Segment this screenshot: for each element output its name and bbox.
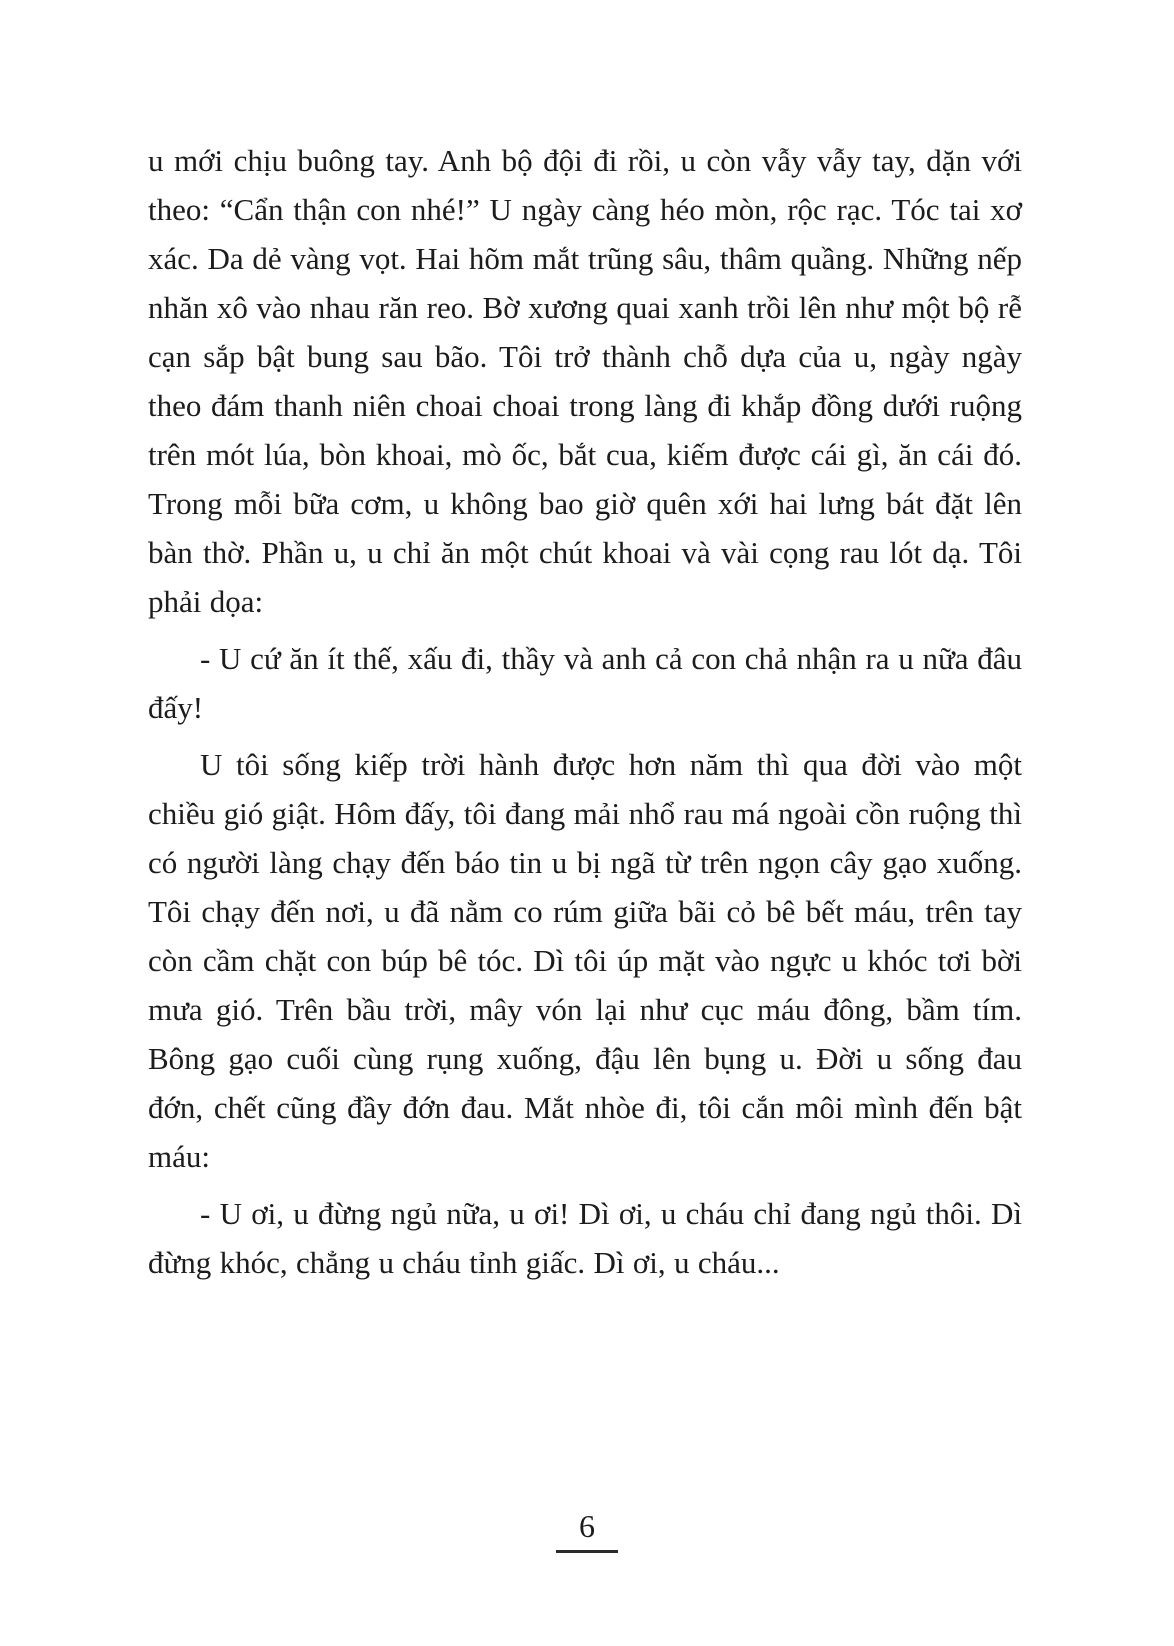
paragraph: - U cứ ăn ít thế, xấu đi, thầy và anh cả con chả nhận ra u nữa đâu đấy! <box>148 641 1022 725</box>
paragraph: - U ơi, u đừng ngủ nữa, u ơi! Dì ơi, u cháu chỉ đang ngủ thôi. Dì đừng khóc, chẳng u cháu tỉnh giấc. Dì ơi, u cháu... <box>148 1196 1022 1280</box>
page-text <box>148 136 1022 1287</box>
page-footer <box>0 1508 1174 1553</box>
paragraph: U tôi sống kiếp trời hành được hơn năm thì qua đời vào một chiều gió giật. Hôm đấy, tôi đang mải nhổ rau má ngoài cồn ruộng thì có người làng chạy đến báo tin u bị ngã từ trên ngọn cây gạo xuống. Tôi chạy đến nơi, u đã nằm co rúm giữa bãi cỏ bê bết máu, trên tay còn cầm chặt con búp bê tóc. Dì tôi úp mặt vào ngực u khóc tơi bời mưa gió. Trên bầu trời, mây vón lại như cục máu đông, bầm tím. Bông gạo cuối cùng rụng xuống, đậu lên bụng u. Đời u sống đau đớn, chết cũng đầy đớn đau. Mắt nhòe đi, tôi cắn môi mình đến bật máu: <box>148 747 1022 1174</box>
page-number-divider <box>556 1550 618 1553</box>
paragraph: u mới chịu buông tay. Anh bộ đội đi rồi, u còn vẫy vẫy tay, dặn với theo: “Cẩn thận con nhé!” U ngày càng héo mòn, rộc rạc. Tóc tai xơ xác. Da dẻ vàng vọt. Hai hõm mắt trũng sâu, thâm quầng. Những nếp nhăn xô vào nhau răn reo. Bờ xương quai xanh trồi lên như một bộ rễ cạn sắp bật bung sau bão. Tôi trở thành chỗ dựa của u, ngày ngày theo đám thanh niên choai choai trong làng đi khắp đồng dưới ruộng trên mót lúa, bòn khoai, mò ốc, bắt cua, kiếm được cái gì, ăn cái đó. Trong mỗi bữa cơm, u không bao giờ quên xới hai lưng bát đặt lên bàn thờ. Phần u, u chỉ ăn một chút khoai và vài cọng rau lót dạ. Tôi phải dọa: <box>148 143 1022 619</box>
page-number: 6 <box>579 1508 595 1544</box>
